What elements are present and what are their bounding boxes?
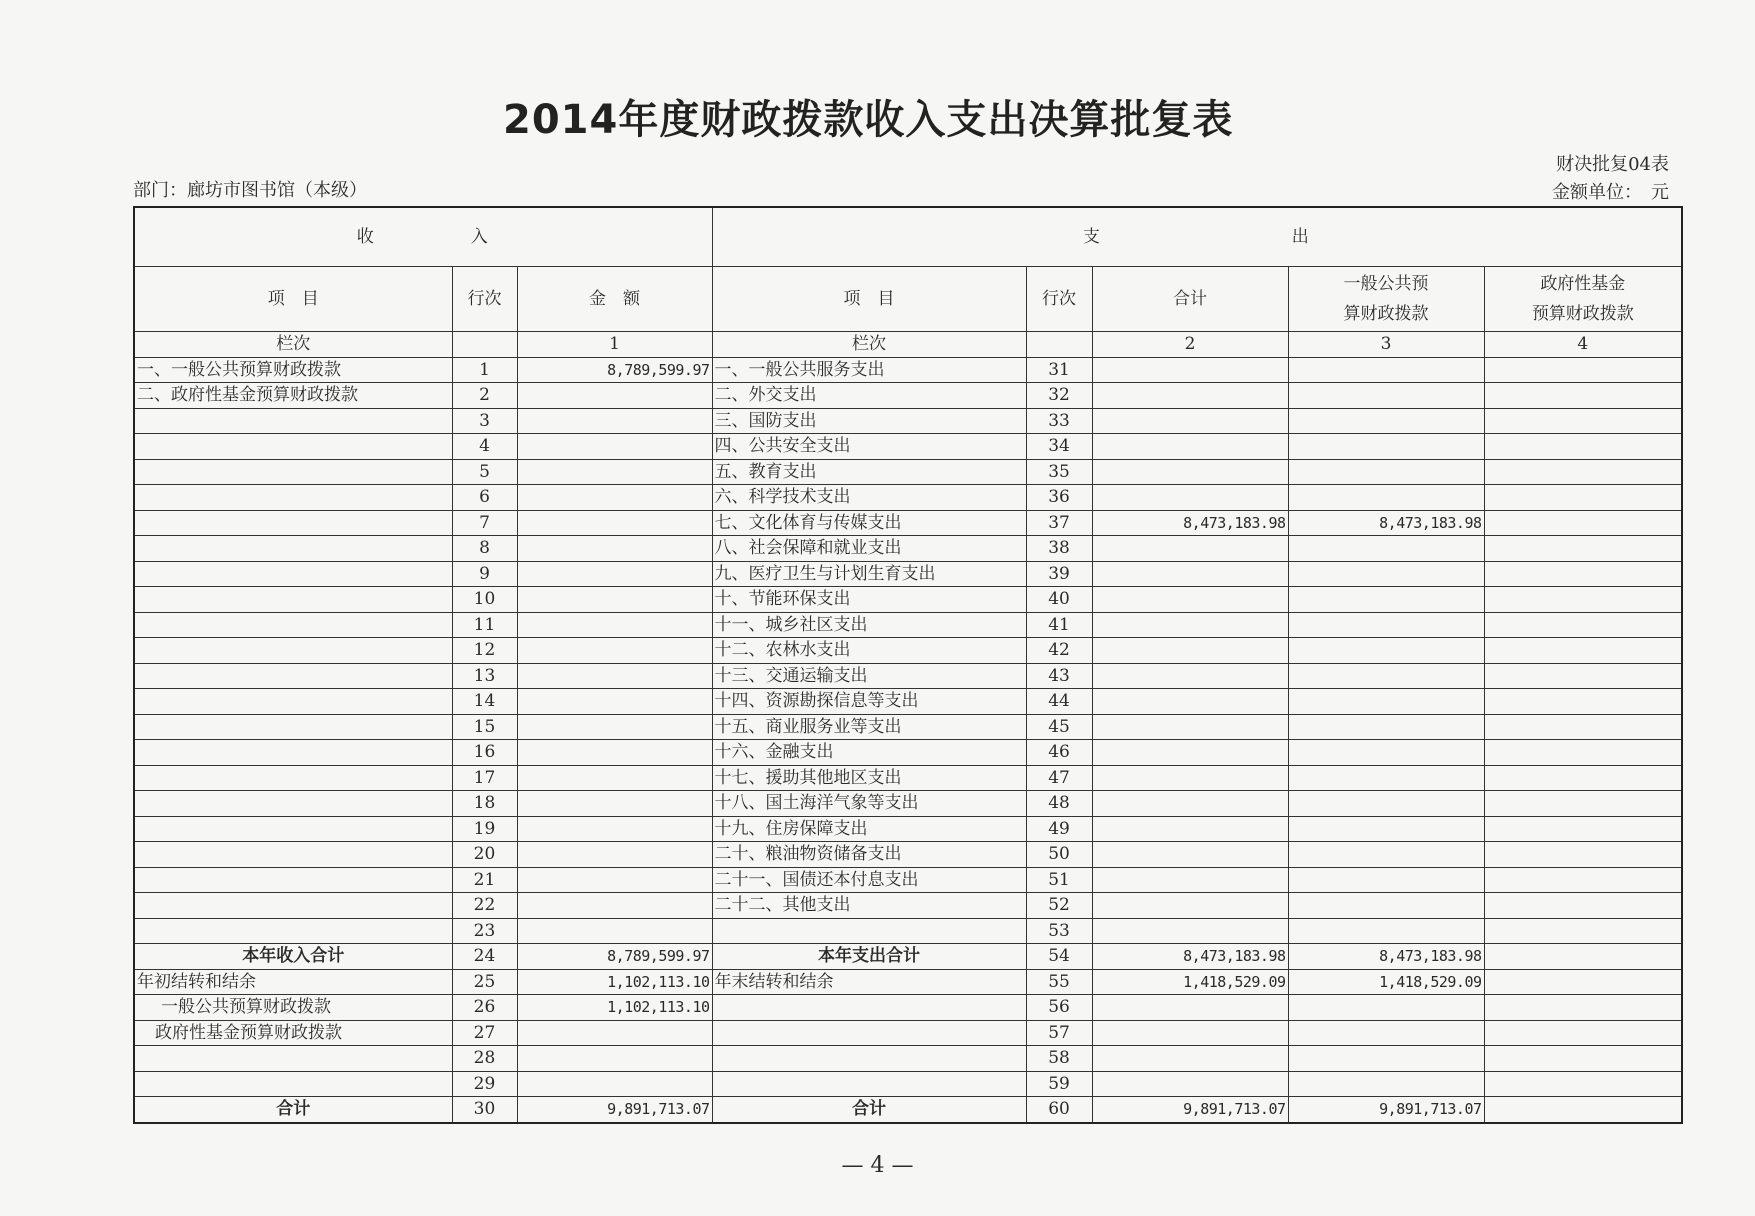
income-item-cell xyxy=(134,459,452,485)
expense-item-cell: 十四、资源勘探信息等支出 xyxy=(712,689,1026,715)
table-row xyxy=(134,663,1682,689)
expense-total-cell xyxy=(1092,459,1288,485)
expense-row-number-cell: 38 xyxy=(1026,536,1092,562)
column-index-row: 栏次 1 栏次 2 3 4 xyxy=(134,332,1682,358)
expense-fund-budget-cell xyxy=(1484,383,1682,409)
expense-item-cell: 五、教育支出 xyxy=(712,459,1026,485)
expense-total-cell xyxy=(1092,434,1288,460)
table-row xyxy=(134,918,1682,944)
income-item-cell xyxy=(134,408,452,434)
table-row xyxy=(134,714,1682,740)
expense-row-number-cell: 43 xyxy=(1026,663,1092,689)
expense-total-cell xyxy=(1092,893,1288,919)
expense-total-cell xyxy=(1092,383,1288,409)
expense-item-cell: 本年支出合计 xyxy=(712,944,1026,970)
form-number: 财决批复04表 xyxy=(1556,154,1669,175)
income-row-number-cell: 30 xyxy=(452,1097,517,1123)
expense-general-budget-cell xyxy=(1288,434,1484,460)
expense-general-budget-cell xyxy=(1288,765,1484,791)
expense-total-cell xyxy=(1092,638,1288,664)
expense-total-cell xyxy=(1092,357,1288,383)
expense-total-cell xyxy=(1092,1046,1288,1072)
expense-fund-budget-cell xyxy=(1484,740,1682,766)
income-item-cell xyxy=(134,1071,452,1097)
expense-fund-budget-cell xyxy=(1484,536,1682,562)
income-item-cell xyxy=(134,536,452,562)
expense-item-cell xyxy=(712,1020,1026,1046)
expense-row-number-cell: 58 xyxy=(1026,1046,1092,1072)
expense-item-cell: 十五、商业服务业等支出 xyxy=(712,714,1026,740)
income-item-cell xyxy=(134,434,452,460)
expense-general-budget-cell xyxy=(1288,536,1484,562)
expense-item-cell: 二、外交支出 xyxy=(712,383,1026,409)
expense-general-budget-cell: 9,891,713.07 xyxy=(1288,1097,1484,1123)
expense-item-cell: 十二、农林水支出 xyxy=(712,638,1026,664)
income-row-number-cell: 28 xyxy=(452,1046,517,1072)
expense-general-budget-cell: 8,473,183.98 xyxy=(1288,944,1484,970)
expense-general-budget-cell xyxy=(1288,893,1484,919)
expense-total-cell xyxy=(1092,536,1288,562)
expense-fund-budget-cell xyxy=(1484,689,1682,715)
expense-row-number-cell: 42 xyxy=(1026,638,1092,664)
table-row xyxy=(134,459,1682,485)
income-row-number-cell: 21 xyxy=(452,867,517,893)
expense-item-cell: 八、社会保障和就业支出 xyxy=(712,536,1026,562)
expense-item-cell: 十七、援助其他地区支出 xyxy=(712,765,1026,791)
expense-fund-budget-cell xyxy=(1484,459,1682,485)
expense-general-budget-cell xyxy=(1288,918,1484,944)
expense-total-cell: 8,473,183.98 xyxy=(1092,510,1288,536)
income-item-cell xyxy=(134,867,452,893)
expense-row-number-cell: 48 xyxy=(1026,791,1092,817)
income-amount-cell xyxy=(517,408,712,434)
income-row-number-cell: 3 xyxy=(452,408,517,434)
expense-item-cell: 十九、住房保障支出 xyxy=(712,816,1026,842)
expense-fund-budget-cell xyxy=(1484,867,1682,893)
expense-item-cell: 三、国防支出 xyxy=(712,408,1026,434)
expense-total-cell: 9,891,713.07 xyxy=(1092,1097,1288,1123)
income-item-cell xyxy=(134,587,452,613)
expense-fund-budget-cell xyxy=(1484,791,1682,817)
income-amount-cell xyxy=(517,612,712,638)
table-row xyxy=(134,867,1682,893)
expense-item-cell: 十六、金融支出 xyxy=(712,740,1026,766)
page-title: 2014年度财政拨款收入支出决算批复表 xyxy=(503,97,1234,143)
budget-approval-table xyxy=(133,206,1683,1124)
expense-total-cell: 1,418,529.09 xyxy=(1092,969,1288,995)
expense-total-cell xyxy=(1092,842,1288,868)
table-row xyxy=(134,1020,1682,1046)
expense-fund-budget-cell xyxy=(1484,357,1682,383)
income-amount-cell xyxy=(517,1071,712,1097)
income-item-cell xyxy=(134,612,452,638)
expense-fund-budget-cell xyxy=(1484,612,1682,638)
expense-row-number-cell: 40 xyxy=(1026,587,1092,613)
expense-fund-budget-cell xyxy=(1484,918,1682,944)
income-row-number-cell: 12 xyxy=(452,638,517,664)
expense-row-number-cell: 36 xyxy=(1026,485,1092,511)
expense-item-cell: 年末结转和结余 xyxy=(712,969,1026,995)
expense-row-number-cell: 31 xyxy=(1026,357,1092,383)
income-item-cell xyxy=(134,714,452,740)
expense-general-budget-cell xyxy=(1288,842,1484,868)
income-item-cell: 年初结转和结余 xyxy=(134,969,452,995)
col-header-expense-row: 行次 xyxy=(1026,267,1092,332)
expense-row-number-cell: 32 xyxy=(1026,383,1092,409)
income-amount-cell xyxy=(517,536,712,562)
income-item-cell xyxy=(134,791,452,817)
income-item-cell xyxy=(134,561,452,587)
income-item-cell xyxy=(134,1046,452,1072)
expense-general-budget-cell xyxy=(1288,612,1484,638)
expense-item-cell xyxy=(712,1046,1026,1072)
income-amount-cell xyxy=(517,842,712,868)
income-amount-cell xyxy=(517,434,712,460)
col-header-general-budget: 一般公共预 算财政拨款 xyxy=(1288,267,1484,332)
table-row xyxy=(134,638,1682,664)
income-amount-cell xyxy=(517,587,712,613)
table-row xyxy=(134,944,1682,970)
expense-fund-budget-cell xyxy=(1484,408,1682,434)
expense-total-cell xyxy=(1092,867,1288,893)
expense-general-budget-cell xyxy=(1288,1071,1484,1097)
income-row-number-cell: 4 xyxy=(452,434,517,460)
table-row xyxy=(134,995,1682,1021)
expense-item-cell xyxy=(712,918,1026,944)
expense-row-number-cell: 52 xyxy=(1026,893,1092,919)
income-amount-cell xyxy=(517,714,712,740)
expense-item-cell: 十一、城乡社区支出 xyxy=(712,612,1026,638)
expense-total-cell xyxy=(1092,995,1288,1021)
expense-row-number-cell: 46 xyxy=(1026,740,1092,766)
income-row-number-cell: 17 xyxy=(452,765,517,791)
table-row xyxy=(134,434,1682,460)
income-item-cell xyxy=(134,740,452,766)
col-header-income-amount: 金 额 xyxy=(517,267,712,332)
income-amount-cell xyxy=(517,485,712,511)
expense-row-number-cell: 44 xyxy=(1026,689,1092,715)
department-label: 部门：廊坊市图书馆（本级） xyxy=(133,180,367,201)
expense-item-cell: 一、一般公共服务支出 xyxy=(712,357,1026,383)
table-row xyxy=(134,1097,1682,1123)
expense-fund-budget-cell xyxy=(1484,561,1682,587)
table-row xyxy=(134,536,1682,562)
income-row-number-cell: 23 xyxy=(452,918,517,944)
expense-total-cell xyxy=(1092,816,1288,842)
expense-item-cell xyxy=(712,1071,1026,1097)
income-row-number-cell: 10 xyxy=(452,587,517,613)
income-amount-cell xyxy=(517,765,712,791)
income-item-cell xyxy=(134,485,452,511)
income-amount-cell xyxy=(517,689,712,715)
expense-total-cell xyxy=(1092,714,1288,740)
expense-item-cell: 十八、国土海洋气象等支出 xyxy=(712,791,1026,817)
expense-row-number-cell: 56 xyxy=(1026,995,1092,1021)
income-item-cell xyxy=(134,816,452,842)
income-row-number-cell: 15 xyxy=(452,714,517,740)
income-amount-cell xyxy=(517,459,712,485)
expense-total-cell xyxy=(1092,561,1288,587)
expense-general-budget-cell xyxy=(1288,485,1484,511)
table-row xyxy=(134,765,1682,791)
income-row-number-cell: 27 xyxy=(452,1020,517,1046)
expense-row-number-cell: 50 xyxy=(1026,842,1092,868)
expense-item-cell: 七、文化体育与传媒支出 xyxy=(712,510,1026,536)
income-amount-cell xyxy=(517,383,712,409)
expense-fund-budget-cell xyxy=(1484,510,1682,536)
income-item-cell: 本年收入合计 xyxy=(134,944,452,970)
income-item-cell: 二、政府性基金预算财政拨款 xyxy=(134,383,452,409)
expense-item-cell: 九、医疗卫生与计划生育支出 xyxy=(712,561,1026,587)
expense-row-number-cell: 53 xyxy=(1026,918,1092,944)
expense-item-cell: 合计 xyxy=(712,1097,1026,1123)
page-number: — 4 — xyxy=(841,1153,914,1178)
income-row-number-cell: 7 xyxy=(452,510,517,536)
table-row xyxy=(134,612,1682,638)
expense-general-budget-cell xyxy=(1288,867,1484,893)
income-item-cell: 政府性基金预算财政拨款 xyxy=(134,1020,452,1046)
expense-fund-budget-cell xyxy=(1484,816,1682,842)
table-row xyxy=(134,561,1682,587)
expense-general-budget-cell xyxy=(1288,816,1484,842)
expense-row-number-cell: 35 xyxy=(1026,459,1092,485)
income-row-number-cell: 29 xyxy=(452,1071,517,1097)
table-row xyxy=(134,969,1682,995)
income-row-number-cell: 22 xyxy=(452,893,517,919)
expense-row-number-cell: 41 xyxy=(1026,612,1092,638)
expense-row-number-cell: 51 xyxy=(1026,867,1092,893)
expense-fund-budget-cell xyxy=(1484,765,1682,791)
income-amount-cell xyxy=(517,791,712,817)
income-amount-cell xyxy=(517,638,712,664)
amount-unit-label: 金额单位： 元 xyxy=(1552,182,1669,203)
expense-fund-budget-cell xyxy=(1484,842,1682,868)
income-row-number-cell: 1 xyxy=(452,357,517,383)
income-row-number-cell: 18 xyxy=(452,791,517,817)
table-row xyxy=(134,383,1682,409)
income-row-number-cell: 5 xyxy=(452,459,517,485)
expense-item-cell: 二十一、国债还本付息支出 xyxy=(712,867,1026,893)
expense-general-budget-cell xyxy=(1288,357,1484,383)
expense-total-cell xyxy=(1092,740,1288,766)
expense-total-cell xyxy=(1092,485,1288,511)
expense-row-number-cell: 57 xyxy=(1026,1020,1092,1046)
income-item-cell: 一般公共预算财政拨款 xyxy=(134,995,452,1021)
table-row xyxy=(134,357,1682,383)
expense-total-cell xyxy=(1092,612,1288,638)
income-row-number-cell: 24 xyxy=(452,944,517,970)
table-row xyxy=(134,408,1682,434)
income-row-number-cell: 11 xyxy=(452,612,517,638)
expense-total-cell xyxy=(1092,408,1288,434)
expense-total-cell xyxy=(1092,765,1288,791)
expense-general-budget-cell xyxy=(1288,1020,1484,1046)
table-row xyxy=(134,1046,1682,1072)
expense-fund-budget-cell xyxy=(1484,1097,1682,1123)
expense-item-cell: 十、节能环保支出 xyxy=(712,587,1026,613)
expense-row-number-cell: 47 xyxy=(1026,765,1092,791)
expense-row-number-cell: 60 xyxy=(1026,1097,1092,1123)
income-amount-cell: 9,891,713.07 xyxy=(517,1097,712,1123)
table-row xyxy=(134,689,1682,715)
income-row-number-cell: 16 xyxy=(452,740,517,766)
expense-general-budget-cell xyxy=(1288,459,1484,485)
expense-general-budget-cell xyxy=(1288,663,1484,689)
income-item-cell xyxy=(134,510,452,536)
expense-fund-budget-cell xyxy=(1484,485,1682,511)
expense-row-number-cell: 34 xyxy=(1026,434,1092,460)
section-income-header: 收 入 xyxy=(134,207,712,267)
income-item-cell xyxy=(134,689,452,715)
expense-general-budget-cell xyxy=(1288,714,1484,740)
expense-general-budget-cell xyxy=(1288,791,1484,817)
income-row-number-cell: 25 xyxy=(452,969,517,995)
expense-row-number-cell: 59 xyxy=(1026,1071,1092,1097)
expense-general-budget-cell xyxy=(1288,1046,1484,1072)
income-amount-cell xyxy=(517,816,712,842)
income-row-number-cell: 14 xyxy=(452,689,517,715)
table-row xyxy=(134,510,1682,536)
expense-item-cell: 四、公共安全支出 xyxy=(712,434,1026,460)
income-item-cell xyxy=(134,918,452,944)
expense-row-number-cell: 45 xyxy=(1026,714,1092,740)
income-item-cell xyxy=(134,638,452,664)
col-header-total: 合计 xyxy=(1092,267,1288,332)
expense-item-cell: 十三、交通运输支出 xyxy=(712,663,1026,689)
expense-general-budget-cell xyxy=(1288,638,1484,664)
expense-fund-budget-cell xyxy=(1484,1046,1682,1072)
income-item-cell xyxy=(134,765,452,791)
income-amount-cell: 1,102,113.10 xyxy=(517,995,712,1021)
expense-total-cell: 8,473,183.98 xyxy=(1092,944,1288,970)
income-amount-cell xyxy=(517,918,712,944)
income-item-cell xyxy=(134,663,452,689)
income-amount-cell xyxy=(517,867,712,893)
income-item-cell: 合计 xyxy=(134,1097,452,1123)
table-row xyxy=(134,740,1682,766)
income-row-number-cell: 13 xyxy=(452,663,517,689)
expense-row-number-cell: 37 xyxy=(1026,510,1092,536)
expense-fund-budget-cell xyxy=(1484,1071,1682,1097)
income-amount-cell xyxy=(517,663,712,689)
expense-general-budget-cell: 8,473,183.98 xyxy=(1288,510,1484,536)
expense-fund-budget-cell xyxy=(1484,969,1682,995)
expense-total-cell xyxy=(1092,587,1288,613)
income-row-number-cell: 20 xyxy=(452,842,517,868)
income-amount-cell xyxy=(517,893,712,919)
income-amount-cell: 8,789,599.97 xyxy=(517,357,712,383)
col-header-fund-budget: 政府性基金 预算财政拨款 xyxy=(1484,267,1682,332)
income-item-cell xyxy=(134,842,452,868)
income-row-number-cell: 26 xyxy=(452,995,517,1021)
expense-total-cell xyxy=(1092,918,1288,944)
expense-general-budget-cell: 1,418,529.09 xyxy=(1288,969,1484,995)
table-row xyxy=(134,842,1682,868)
expense-row-number-cell: 33 xyxy=(1026,408,1092,434)
expense-total-cell xyxy=(1092,1071,1288,1097)
expense-general-budget-cell xyxy=(1288,995,1484,1021)
income-amount-cell: 8,789,599.97 xyxy=(517,944,712,970)
expense-row-number-cell: 55 xyxy=(1026,969,1092,995)
income-item-cell xyxy=(134,893,452,919)
expense-total-cell xyxy=(1092,1020,1288,1046)
expense-fund-budget-cell xyxy=(1484,434,1682,460)
table-row xyxy=(134,816,1682,842)
expense-fund-budget-cell xyxy=(1484,714,1682,740)
expense-general-budget-cell xyxy=(1288,587,1484,613)
income-amount-cell xyxy=(517,740,712,766)
expense-total-cell xyxy=(1092,663,1288,689)
expense-fund-budget-cell xyxy=(1484,995,1682,1021)
section-expense-header: 支 出 xyxy=(712,207,1682,267)
expense-general-budget-cell xyxy=(1288,689,1484,715)
expense-fund-budget-cell xyxy=(1484,1020,1682,1046)
expense-general-budget-cell xyxy=(1288,561,1484,587)
income-row-number-cell: 9 xyxy=(452,561,517,587)
table-row xyxy=(134,893,1682,919)
expense-fund-budget-cell xyxy=(1484,663,1682,689)
income-row-number-cell: 6 xyxy=(452,485,517,511)
expense-item-cell: 二十、粮油物资储备支出 xyxy=(712,842,1026,868)
income-amount-cell: 1,102,113.10 xyxy=(517,969,712,995)
expense-row-number-cell: 54 xyxy=(1026,944,1092,970)
income-row-number-cell: 19 xyxy=(452,816,517,842)
expense-fund-budget-cell xyxy=(1484,638,1682,664)
expense-item-cell: 六、科学技术支出 xyxy=(712,485,1026,511)
income-amount-cell xyxy=(517,561,712,587)
income-row-number-cell: 2 xyxy=(452,383,517,409)
expense-total-cell xyxy=(1092,791,1288,817)
expense-item-cell xyxy=(712,995,1026,1021)
expense-row-number-cell: 49 xyxy=(1026,816,1092,842)
table-row xyxy=(134,791,1682,817)
expense-general-budget-cell xyxy=(1288,740,1484,766)
expense-fund-budget-cell xyxy=(1484,587,1682,613)
table-row xyxy=(134,1071,1682,1097)
expense-item-cell: 二十二、其他支出 xyxy=(712,893,1026,919)
income-amount-cell xyxy=(517,510,712,536)
expense-general-budget-cell xyxy=(1288,408,1484,434)
expense-row-number-cell: 39 xyxy=(1026,561,1092,587)
col-header-income-item: 项 目 xyxy=(134,267,452,332)
income-amount-cell xyxy=(517,1046,712,1072)
income-amount-cell xyxy=(517,1020,712,1046)
expense-fund-budget-cell xyxy=(1484,944,1682,970)
col-header-income-row: 行次 xyxy=(452,267,517,332)
expense-total-cell xyxy=(1092,689,1288,715)
expense-general-budget-cell xyxy=(1288,383,1484,409)
table-row xyxy=(134,587,1682,613)
expense-fund-budget-cell xyxy=(1484,893,1682,919)
table-row xyxy=(134,485,1682,511)
income-row-number-cell: 8 xyxy=(452,536,517,562)
income-item-cell: 一、一般公共预算财政拨款 xyxy=(134,357,452,383)
col-header-expense-item: 项 目 xyxy=(712,267,1026,332)
